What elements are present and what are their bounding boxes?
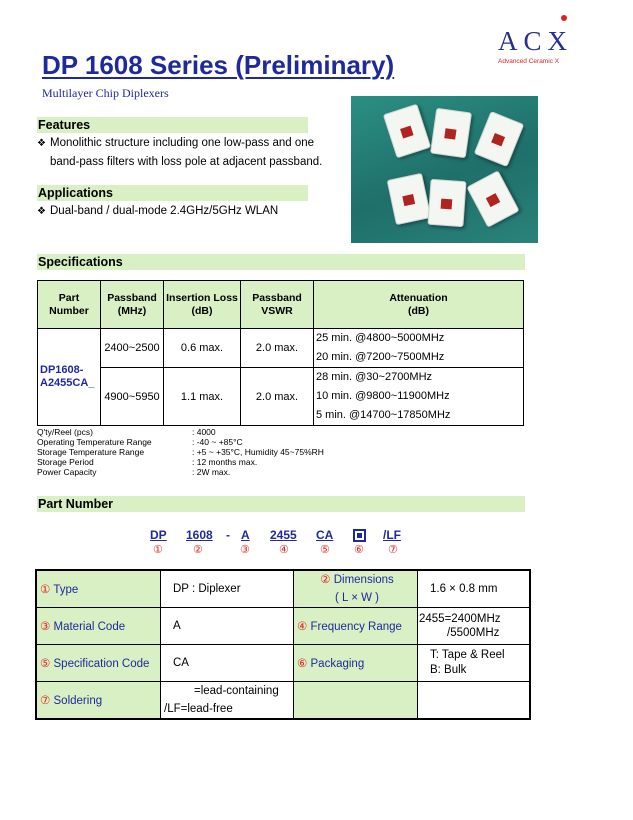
chip-image xyxy=(474,111,525,167)
attenuation-cell: 25 min. @4800~5000MHz 20 min. @7200~7500MHz xyxy=(314,329,524,368)
chip-image xyxy=(430,108,472,159)
value-soldering: =lead-containing /LF=lead-free xyxy=(161,682,294,720)
page-subtitle: Multilayer Chip Diplexers xyxy=(42,86,169,100)
marker: ② xyxy=(193,544,203,556)
page-title: DP 1608 Series (Preliminary) xyxy=(42,50,395,80)
code-material: A xyxy=(241,528,250,542)
label-dimensions: ② Dimensions ( L × W ) xyxy=(294,570,418,608)
code-soldering: /LF xyxy=(383,528,401,542)
acx-logo xyxy=(498,24,588,68)
table-row xyxy=(36,682,530,720)
product-photo xyxy=(351,96,538,243)
label-packaging: ⑥ Packaging xyxy=(294,645,418,682)
applications-heading: Applications xyxy=(37,185,308,201)
list-item: ❖ Dual-band / dual-mode 2.4GHz/5GHz WLAN xyxy=(37,202,278,221)
spec-row: Storage Period : 12 months max. xyxy=(37,457,258,467)
column-header-part: Part Number xyxy=(38,281,101,329)
features-heading: Features xyxy=(37,117,308,133)
list-item: band-pass filters with loss pole at adjacent passband. xyxy=(50,156,323,168)
marker: ⑤ xyxy=(320,544,330,556)
attenuation-cell: 28 min. @30~2700MHz 10 min. @9800~11900MHz 5 min. @14700~17850MHz xyxy=(314,368,524,426)
empty-label-cell xyxy=(294,682,418,720)
table-row xyxy=(38,368,524,426)
general-specs xyxy=(37,427,324,477)
column-header-passband: Passband (MHz) xyxy=(101,281,164,329)
chip-image xyxy=(387,173,432,225)
value-specification-code: CA xyxy=(161,645,294,682)
code-markers xyxy=(0,543,633,557)
applications-list xyxy=(37,202,278,221)
logo-dot xyxy=(561,15,567,21)
logo-tagline: Advanced Ceramic X xyxy=(498,58,560,65)
label-frequency-range: ④ Frequency Range xyxy=(294,608,418,645)
label-type: ① Type xyxy=(36,570,161,608)
code-type: DP xyxy=(150,528,167,542)
vswr-cell: 2.0 max. xyxy=(241,368,314,426)
marker: ④ xyxy=(279,544,289,556)
chip-image xyxy=(383,104,431,159)
chip-image xyxy=(466,170,519,228)
value-dimensions: 1.6 × 0.8 mm xyxy=(418,570,531,608)
part-number-heading: Part Number xyxy=(37,496,525,512)
chip-image xyxy=(427,179,466,227)
table-row xyxy=(36,645,530,682)
passband-cell: 2400~2500 xyxy=(101,329,164,368)
column-header-attenuation: Attenuation (dB) xyxy=(314,281,524,329)
insertion-loss-cell: 1.1 max. xyxy=(164,368,241,426)
specifications-table xyxy=(37,280,524,426)
code-dimension: 1608 xyxy=(186,528,213,542)
label-soldering: ⑦ Soldering xyxy=(36,682,161,720)
diamond-bullet-icon: ❖ xyxy=(37,206,46,217)
features-list xyxy=(37,134,322,172)
marker: ⑥ xyxy=(354,544,364,556)
logo-text: ACX xyxy=(498,26,574,56)
code-frequency: 2455 xyxy=(270,528,297,542)
spec-row: Q'ty/Reel (pcs) : 4000 xyxy=(37,427,216,437)
label-material-code: ③ Material Code xyxy=(36,608,161,645)
list-item: ❖ Monolithic structure including one low-pass and one xyxy=(37,134,322,153)
spec-row: Power Capacity : 2W max. xyxy=(37,467,231,477)
value-packaging: T: Tape & Reel B: Bulk xyxy=(418,645,531,682)
value-material-code: A xyxy=(161,608,294,645)
code-specification: CA xyxy=(316,528,334,542)
table-row xyxy=(36,608,530,645)
column-header-insertion-loss: Insertion Loss (dB) xyxy=(164,281,241,329)
table-row xyxy=(38,329,524,368)
marker: ③ xyxy=(240,544,250,556)
insertion-loss-cell: 0.6 max. xyxy=(164,329,241,368)
code-dash: - xyxy=(226,528,230,542)
spec-row: Operating Temperature Range : -40 ~ +85°C xyxy=(37,437,243,447)
table-row xyxy=(36,570,530,608)
passband-cell: 4900~5950 xyxy=(101,368,164,426)
table-header-row xyxy=(38,281,524,329)
part-number-cell: DP1608- A2455CA_ xyxy=(38,329,101,426)
part-code-table xyxy=(35,569,531,720)
value-frequency-range: 2455=2400MHz /5500MHz xyxy=(418,608,531,645)
value-type: DP : Diplexer xyxy=(161,570,294,608)
part-code xyxy=(0,528,633,542)
empty-value-cell xyxy=(418,682,531,720)
column-header-vswr: Passband VSWR xyxy=(241,281,314,329)
label-specification-code: ⑤ Specification Code xyxy=(36,645,161,682)
spec-row: Storage Temperature Range : +5 ~ +35°C, Humidity 45~75%RH xyxy=(37,447,324,457)
diamond-bullet-icon: ❖ xyxy=(37,138,46,149)
specifications-heading: Specifications xyxy=(37,254,525,270)
marker: ① xyxy=(153,544,163,556)
marker: ⑦ xyxy=(388,544,398,556)
vswr-cell: 2.0 max. xyxy=(241,329,314,368)
